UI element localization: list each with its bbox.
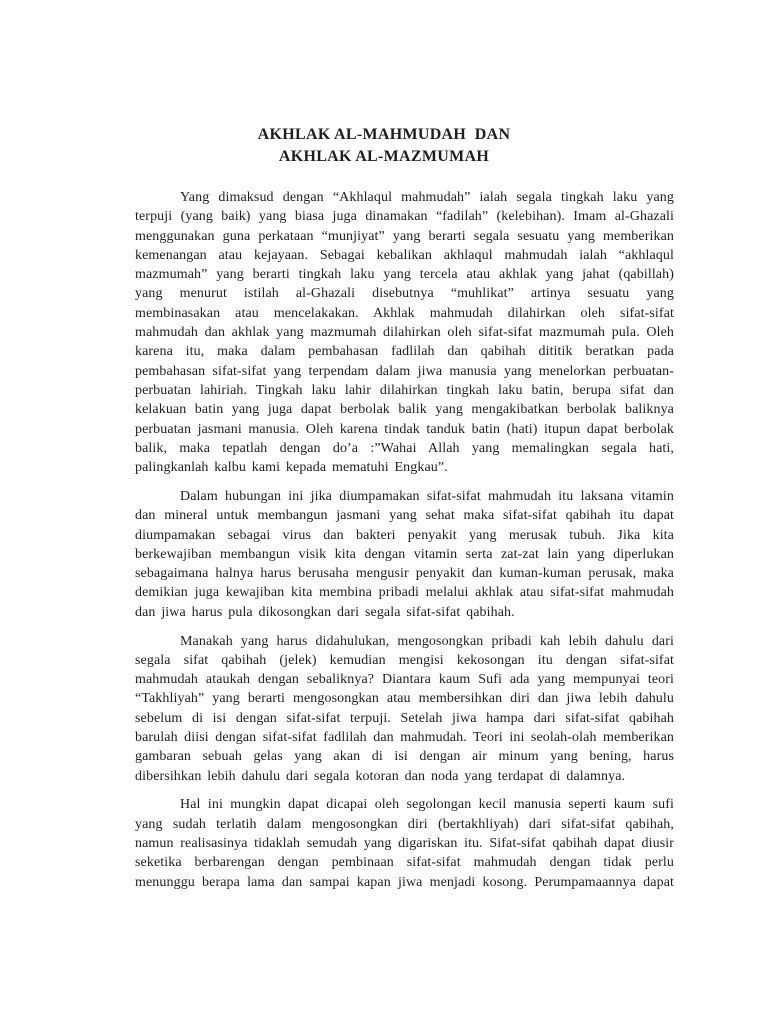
title-line-1: AKHLAK AL-MAHMUDAH DAN: [257, 126, 511, 143]
paragraph-3: Manakah yang harus didahulukan, mengosongkan pribadi kah lebih dahulu dari segala sifat qabihah (jelek) kemudian mengisi kekosongan itu dengan sifat-sifat mahmudah ataukah dengan sebaliknya? Diantara kaum Sufi ada yang mempunyai teori “Takhliyah” yang berarti mengosongkan atau membersihkan diri dan jiwa lebih dahulu sebelum di isi dengan sifat-sifat terpuji. Setelah jiwa hampa dari sifat-sifat qabihah barulah diisi dengan sifat-sifat fadlilah dan mahmudah. Teori ini seolah-olah memberikan gambaran sebuah gelas yang akan di isi dengan air minum yang bening, harus dibersihkan lebih dahulu dari segala kotoran dan noda yang terdapat di dalamnya.: [135, 633, 674, 784]
paragraph-2: Dalam hubungan ini jika diumpamakan sifat-sifat mahmudah itu laksana vitamin dan mineral untuk membangun jasmani yang sehat maka sifat-sifat qabihah itu dapat diumpamakan sebagai virus dan bakteri penyakit yang merusak tubuh. Jika kita berkewajiban membangun visik kita dengan vitamin serta zat-zat lain yang diperlukan sebagaimana halnya harus berusaha mengusir penyakit dan kuman-kuman perusak, maka demikian juga kewajiban kita membina pribadi melalui akhlak atau sifat-sifat mahmudah dan jiwa harus pula dikosongkan dari segala sifat-sifat qabihah.: [135, 488, 674, 620]
document-body: [135, 188, 674, 901]
title-line-2: AKHLAK AL-MAZMUMAH: [278, 147, 490, 165]
document-title: [0, 124, 768, 167]
paragraph-1: Yang dimaksud dengan “Akhlaqul mahmudah” ialah segala tingkah laku yang terpuji (yang baik) yang biasa juga dinamakan “fadilah” (kelebihan). Imam al-Ghazali menggunakan guna perkataan “munjiyat” yang berarti segala sesuatu yang memberikan kemenangan atau kejayaan. Sebagai kebalikan akhlaqul mahmudah ialah “akhlaqul mazmumah” yang berarti tingkah laku yang tercela atau akhlak yang jahat (qabillah) yang menurut istilah al-Ghazali disebutnya “muhlikat” artinya sesuatu yang membinasakan atau mencelakakan. Akhlak mahmudah dilahirkan oleh sifat-sifat mahmudah dan akhlak yang mazmumah dilahirkan oleh sifat-sifat mazmumah pula. Oleh karena itu, maka dalam pembahasan fadlilah dan qabihah dititik beratkan pada pembahasan sifat-sifat yang terpendam dalam jiwa manusia yang menelorkan perbuatan-perbuatan lahiriah. Tingkah laku lahir dilahirkan tingkah laku batin, berupa sifat dan kelakuan batin yang juga dapat berbolak balik yang mengakibatkan berbolak baliknya perbuatan jasmani manusia. Oleh karena tindak tanduk batin (hati) itupun dapat berbolak balik, maka tepatlah dengan do’a :”Wahai Allah yang memalingkan segala hati, palingkanlah kalbu kami kepada mematuhi Engkau”.: [135, 190, 674, 476]
paragraph-4: Hal ini mungkin dapat dicapai oleh segolongan kecil manusia seperti kaum sufi yang sudah terlatih dalam mengosongkan diri (bertakhliyah) dari sifat-sifat qabihah, namun realisasinya tidaklah semudah yang digariskan itu. Sifat-sifat qabihah dapat diusir seketika berbarengan dengan pembinaan sifat-sifat mahmudah dengan tidak perlu menunggu berapa lama dan sampai kapan jiwa menjadi kosong. Perumpamaannya dapat: [135, 797, 674, 890]
